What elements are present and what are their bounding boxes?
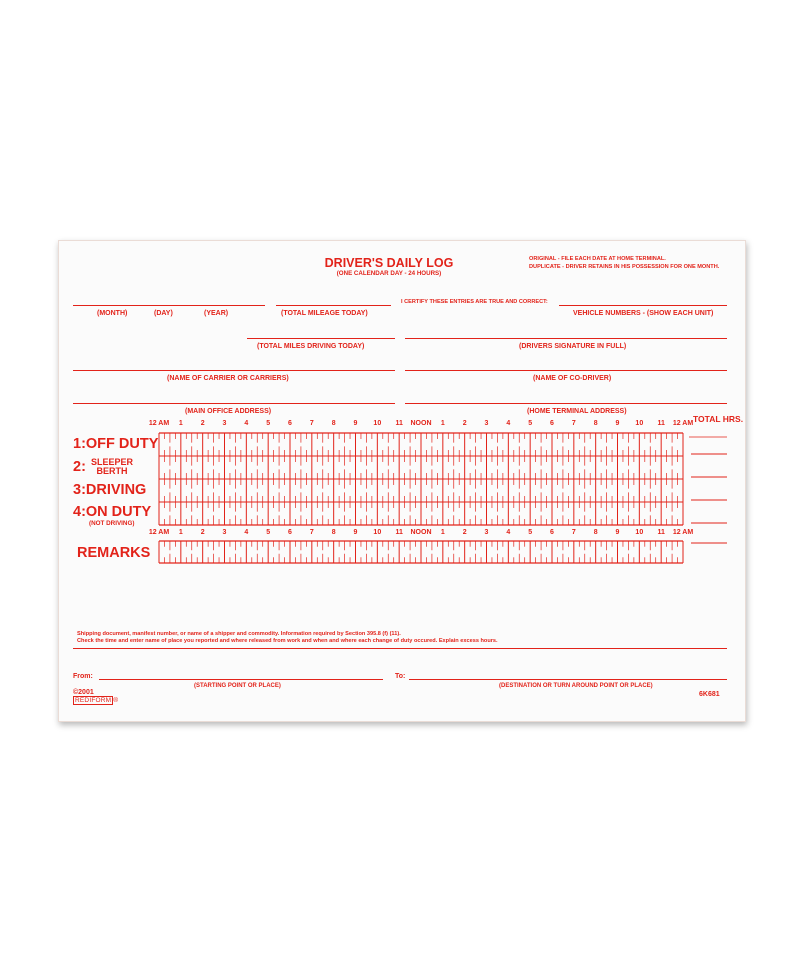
copyright: ©2001 (73, 689, 94, 696)
duty-change-note: Check the time and enter name of place you reported and where released from work and when and where each change of duty occured. Explain excess hours. (77, 638, 498, 644)
bottom-hour-label: 3 (222, 529, 227, 536)
remarks-grid[interactable] (59, 241, 745, 721)
top-hour-label: 1 (440, 420, 445, 427)
to-label: To: (395, 673, 406, 680)
bottom-hour-label: 6 (288, 529, 292, 536)
year-caption: (YEAR) (204, 310, 229, 317)
main-office-caption: (MAIN OFFICE ADDRESS) (185, 408, 272, 415)
to-line[interactable] (409, 679, 727, 680)
top-hour-label: 12 AM (672, 420, 694, 427)
home-terminal-caption: (HOME TERMINAL ADDRESS) (527, 408, 627, 415)
top-hour-label: 4 (506, 420, 511, 427)
day-caption: (DAY) (154, 310, 173, 317)
bottom-hour-label: 2 (200, 529, 205, 536)
form-number: 6K681 (699, 691, 720, 698)
starting-point-caption: (STARTING POINT OR PLACE) (194, 683, 281, 689)
top-hour-label: 9 (615, 420, 620, 427)
top-hour-label: 1 (178, 420, 183, 427)
top-hour-label: 4 (244, 420, 249, 427)
bottom-hour-label: 3 (484, 529, 489, 536)
top-hour-label: 9 (353, 420, 358, 427)
total-mileage-caption: (TOTAL MILEAGE TODAY) (281, 310, 368, 317)
sleeper-word: SLEEPER (91, 457, 134, 467)
registered-mark: ® (113, 697, 119, 704)
top-hour-label: 7 (571, 420, 576, 427)
bottom-hour-label: 4 (244, 529, 249, 536)
bottom-hour-label: 5 (266, 529, 271, 536)
rediform-logo (73, 698, 118, 705)
bottom-hour-label: 7 (571, 529, 576, 536)
top-hour-label: 10 (635, 420, 644, 427)
top-hour-label: 12 AM (148, 420, 170, 427)
notes-divider (73, 648, 727, 649)
bottom-hour-label: 7 (309, 529, 314, 536)
top-hour-label: 6 (550, 420, 554, 427)
bottom-hour-label: 1 (178, 529, 183, 536)
bottom-hour-label: 8 (593, 529, 598, 536)
carrier-name-caption: (NAME OF CARRIER OR CARRIERS) (167, 375, 289, 382)
total-hrs-header: TOTAL HRS. (693, 414, 744, 424)
berth-word: BERTH (96, 466, 128, 477)
bottom-hour-label: 4 (506, 529, 511, 536)
bottom-hour-label: 6 (550, 529, 554, 536)
off-duty-label: 1:OFF DUTY (73, 436, 159, 452)
top-hour-label: 10 (373, 420, 382, 427)
from-label: From: (73, 673, 93, 680)
top-hour-label: 3 (222, 420, 227, 427)
bottom-hour-label: 12 AM (148, 529, 170, 536)
driving-label: 3:DRIVING (73, 482, 147, 498)
top-hour-label: 5 (266, 420, 271, 427)
bottom-hour-label: 2 (462, 529, 467, 536)
total-miles-driving-caption: (TOTAL MILES DRIVING TODAY) (257, 343, 365, 350)
top-hour-label: 8 (331, 420, 336, 427)
top-hour-label: 3 (484, 420, 489, 427)
on-duty-label: 4:ON DUTY (73, 504, 152, 520)
month-caption: (MONTH) (97, 310, 128, 317)
top-hour-label: NOON (410, 420, 432, 427)
bottom-hour-label: NOON (410, 529, 432, 536)
destination-caption: (DESTINATION OR TURN AROUND POINT OR PLACE) (499, 683, 653, 689)
co-driver-caption: (NAME OF CO-DRIVER) (533, 375, 612, 382)
drivers-daily-log-form (58, 240, 746, 722)
bottom-hour-label: 1 (440, 529, 445, 536)
top-hour-label: 6 (288, 420, 292, 427)
bottom-hour-label: 8 (331, 529, 336, 536)
top-hour-label: 7 (309, 420, 314, 427)
top-hour-label: 8 (593, 420, 598, 427)
from-line[interactable] (99, 679, 383, 680)
certify-text: I CERTIFY THESE ENTRIES ARE TRUE AND CORRECT: (401, 299, 548, 305)
shipping-note: Shipping document, manifest number, or name of a shipper and commodity. Information required by Section 395.8 (f) (11). (77, 631, 401, 637)
bottom-hour-label: 9 (615, 529, 620, 536)
bottom-hour-label: 9 (353, 529, 358, 536)
not-driving-caption: (NOT DRIVING) (89, 520, 135, 527)
bottom-hour-label: 12 AM (672, 529, 694, 536)
top-hour-label: 5 (528, 420, 533, 427)
bottom-hour-label: 10 (373, 529, 382, 536)
top-hour-label: 2 (462, 420, 467, 427)
form-title: DRIVER'S DAILY LOG (324, 256, 454, 270)
bottom-hour-label: 11 (657, 529, 665, 536)
bottom-hour-label: 10 (635, 529, 644, 536)
notice-duplicate: DUPLICATE - DRIVER RETAINS IN HIS POSSESSION FOR ONE MONTH. (529, 264, 720, 270)
sleeper-berth-number: 2: (73, 459, 86, 475)
bottom-hour-label: 5 (528, 529, 533, 536)
notice-original: ORIGINAL - FILE EACH DATE AT HOME TERMINAL. (529, 256, 666, 262)
bottom-hour-label: 11 (395, 529, 403, 536)
brand-name: REDIFORM (75, 697, 112, 704)
vehicle-numbers-caption: VEHICLE NUMBERS - (SHOW EACH UNIT) (573, 310, 714, 317)
top-hour-label: 11 (395, 420, 403, 427)
drivers-signature-caption: (DRIVERS SIGNATURE IN FULL) (519, 343, 627, 350)
remarks-label: REMARKS (77, 545, 151, 561)
form-subtitle: (ONE CALENDAR DAY - 24 HOURS) (336, 270, 442, 277)
top-hour-label: 2 (200, 420, 205, 427)
top-hour-label: 11 (657, 420, 665, 427)
